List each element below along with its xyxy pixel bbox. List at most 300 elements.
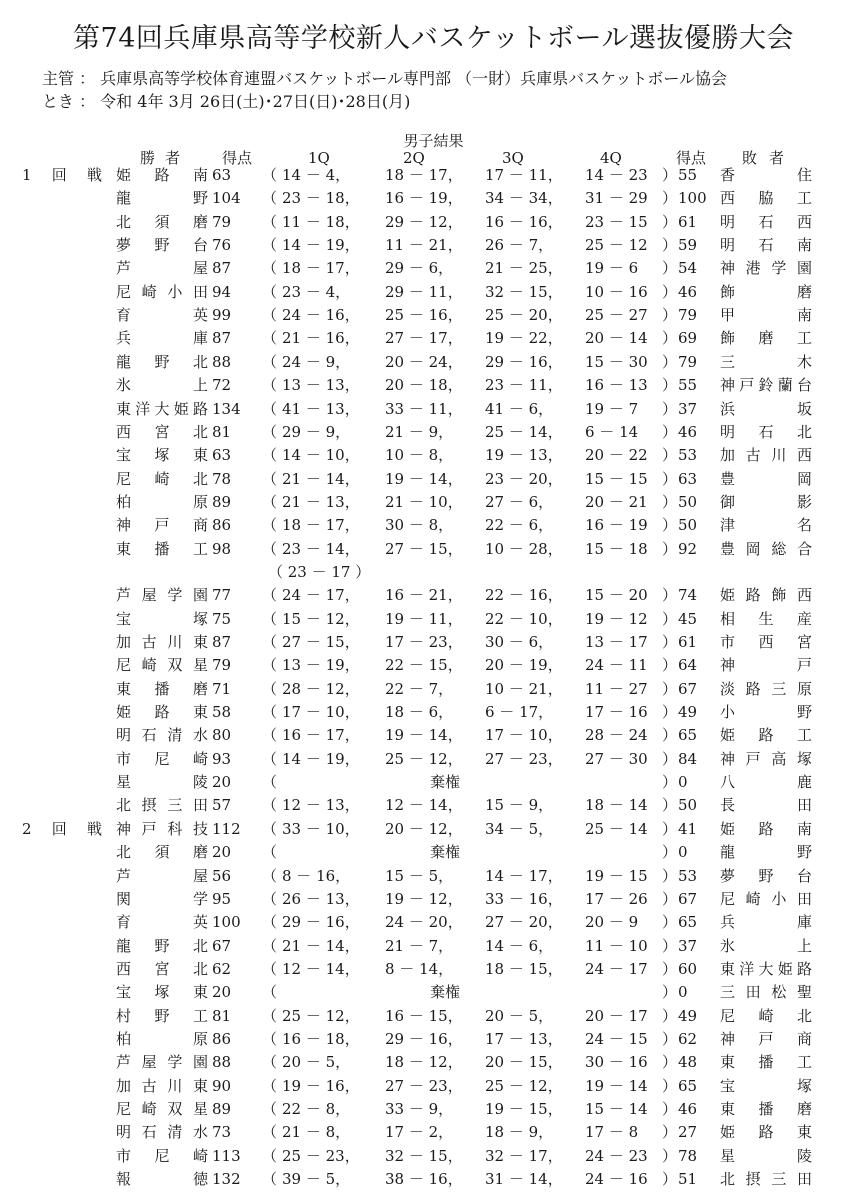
paren-close: ） [662,1146,678,1165]
q2-score: 19 － 11， [385,609,463,628]
loser-name: 夢野台 [720,866,812,885]
paren-close: ） [662,189,678,208]
winner-name: 報徳 [116,1170,208,1189]
loser-name: 東播磨 [720,1100,812,1118]
winner-score: 80 [212,726,232,745]
table-row [0,281,867,303]
winner-name: 東洋大姫路 [116,399,208,418]
winner-score: 76 [212,236,232,255]
winner-name: 姫路東 [116,703,208,722]
loser-score: 65 [678,913,698,932]
paren-open: （ [262,329,278,348]
q3-score: 27 － 6， [485,492,554,511]
loser-score: 64 [678,656,698,675]
q1-score: 19 － 16， [282,1076,360,1095]
winner-name: 西宮北 [116,959,208,978]
winner-name: 氷上 [116,376,208,395]
header-loser: 敗者 [742,149,797,167]
paren-close: ） [662,1123,678,1142]
q2-score: 33 － 11， [385,399,463,418]
q4-score: 28 － 24 [585,726,648,745]
winner-name: 柏原 [116,492,208,511]
q2-score: 27 － 17， [385,329,463,348]
loser-name: 甲南 [720,306,812,325]
winner-score: 79 [212,212,232,231]
q4-score: 20 － 14 [585,329,648,348]
paren-close: ） [662,726,678,745]
loser-score: 79 [678,352,698,371]
paren-close: ） [662,446,678,465]
winner-score: 63 [212,166,232,184]
table-row [0,561,867,583]
q4-score: 20 － 22 [585,446,648,465]
loser-score: 0 [678,843,688,862]
paren-open: （ [262,1123,278,1142]
paren-close: ） [662,539,678,558]
loser-score: 41 [678,819,698,838]
q1-score: 22 － 8， [282,1100,351,1118]
loser-name: 西脇工 [720,189,812,208]
winner-name: 加古川東 [116,1076,208,1095]
paren-close: ） [662,166,678,184]
q4-score: 11 － 10 [585,936,648,955]
loser-score: 60 [678,959,698,978]
q2-score: 11 － 21， [385,236,463,255]
winner-score: 63 [212,446,232,465]
winner-score: 79 [212,656,232,675]
q4-score: 19 － 14 [585,1076,648,1095]
q1-score: 21 － 16， [282,329,360,348]
q1-score: 24 － 16， [282,306,360,325]
winner-score: 90 [212,1076,232,1095]
q4-score: 17 － 16 [585,703,648,722]
q2-score: 22 － 7， [385,679,454,698]
paren-close: ） [662,913,678,932]
paren-close: ） [662,609,678,628]
paren-open: （ [262,796,278,815]
q3-score: 25 － 14， [485,422,563,441]
q1-score: 27 － 15， [282,633,360,651]
header-score: 得点 [222,149,253,167]
q4-score: 20 － 9 [585,913,639,932]
loser-score: 37 [678,936,698,955]
q3-score: 27 － 20， [485,913,563,932]
winner-score: 88 [212,1053,232,1072]
loser-score: 55 [678,376,698,395]
loser-name: 豊岡総合 [720,539,812,558]
header-winner: 勝者 [140,149,191,167]
q3-score: 26 － 7， [485,236,554,255]
paren-close: ） [662,1053,678,1072]
organizer-line: 主管 ： 兵庫県高等学校体育連盟バスケットボール専門部 （一財）兵庫県バスケットボール協会 [42,69,728,88]
q3-score: 20 － 15， [485,1053,563,1072]
paren-close: ） [662,773,678,792]
q3-score: 30 － 6， [485,633,554,651]
paren-close: ） [662,1170,678,1189]
q3-score: 20 － 19， [485,656,563,675]
loser-name: 相生産 [720,609,812,628]
table-row [0,327,867,349]
loser-score: 65 [678,1076,698,1095]
q4-score: 15 － 18 [585,539,648,558]
q3-score: 19 － 13， [485,446,563,465]
loser-name: 姫路東 [720,1123,812,1142]
round-label: 1回戦 [22,166,102,184]
paren-open: （ [262,1170,278,1189]
winner-name: 東播工 [116,539,208,558]
winner-name: 尼崎小田 [116,282,208,301]
q2-score: 17 － 23， [385,633,463,651]
paren-close: ） [662,819,678,838]
q1-score: 39 － 5， [282,1170,351,1189]
q3-score: 29 － 16， [485,352,563,371]
winner-score: 20 [212,983,232,1002]
paren-open: （ [262,539,278,558]
winner-name: 加古川東 [116,633,208,651]
table-row [0,1098,867,1120]
q2-score: 10 － 8， [385,446,454,465]
table-row [0,468,867,490]
table-row [0,865,867,887]
paren-close: ） [662,516,678,535]
table-row [0,351,867,373]
winner-name: 夢野台 [116,236,208,255]
q2-score: 17 － 2， [385,1123,454,1142]
q4-score: 10 － 16 [585,282,648,301]
loser-score: 46 [678,282,698,301]
winner-name: 龍野北 [116,936,208,955]
q3-score: 14 － 6， [485,936,554,955]
paren-close: ） [662,749,678,768]
winner-score: 132 [212,1170,241,1189]
q4-score: 14 － 23 [585,166,648,184]
winner-name: 龍野北 [116,352,208,371]
loser-name: 龍野 [720,843,812,862]
paren-open: （ [262,726,278,745]
q3-score: 10 － 21， [485,679,563,698]
q4-score: 16 － 13 [585,376,648,395]
q4-score: 24 － 23 [585,1146,648,1165]
q2-score: 30 － 8， [385,516,454,535]
table-row [0,841,867,863]
q1-score: 18 － 17， [282,259,360,278]
table-row [0,398,867,420]
q4-score: 6 － 14 [585,422,639,441]
q2-score: 16 － 21， [385,586,463,605]
loser-score: 92 [678,539,698,558]
q1-score: 13 － 19， [282,656,360,675]
q3-score: 6 － 17， [485,703,554,722]
paren-open: （ [262,352,278,371]
q3-score: 25 － 20， [485,306,563,325]
q3-score: 10 － 28， [485,539,563,558]
paren-open: （ [262,656,278,675]
q3-score: 27 － 23， [485,749,563,768]
table-row [0,818,867,840]
q1-score: 11 － 18， [282,212,360,231]
loser-score: 49 [678,703,698,722]
loser-score: 61 [678,633,698,651]
q4-score: 24 － 17 [585,959,648,978]
table-row [0,374,867,396]
loser-score: 84 [678,749,698,768]
paren-open: （ [262,936,278,955]
winner-score: 104 [212,189,241,208]
date-line: とき ： 令和 4年 3月 26日(土)･27日(日)･28日(月) [42,92,411,111]
q4-score: 15 － 30 [585,352,648,371]
loser-name: 兵庫 [720,913,812,932]
q2-score: 33 － 9， [385,1100,454,1118]
loser-score: 53 [678,446,698,465]
q3-score: 33 － 16， [485,889,563,908]
paren-open: （ [262,609,278,628]
q1-score: 12 － 13， [282,796,360,815]
paren-open: （ [262,843,278,862]
q1-score: 8 － 16， [282,866,351,885]
winner-name: 尼崎北 [116,469,208,488]
q3-score: 14 － 17， [485,866,563,885]
winner-score: 71 [212,679,232,698]
loser-name: 明石北 [720,422,812,441]
loser-score: 67 [678,679,698,698]
section-title: 男子結果 [403,132,464,150]
paren-close: ） [662,936,678,955]
paren-open: （ [262,189,278,208]
q2-score: 27 － 23， [385,1076,463,1095]
q1-score: 29 － 9， [282,422,351,441]
q3-score: 25 － 12， [485,1076,563,1095]
q2-score: 20 － 12， [385,819,463,838]
paren-open: （ [262,376,278,395]
q3-score: 34 － 5， [485,819,554,838]
loser-score: 0 [678,983,688,1002]
q1-score: 26 － 13， [282,889,360,908]
loser-name: 星陵 [720,1146,812,1165]
q4-score: 16 － 19 [585,516,648,535]
paren-open: （ [262,306,278,325]
winner-score: 75 [212,609,232,628]
q2-score: 20 － 24， [385,352,463,371]
paren-close: ） [662,236,678,255]
q1-score: 41 － 13， [282,399,360,418]
q2-score: 32 － 15， [385,1146,463,1165]
winner-score: 56 [212,866,232,885]
q4-score: 23 － 15 [585,212,648,231]
q4-score: 20 － 21 [585,492,648,511]
q4-score: 30 － 16 [585,1053,648,1072]
paren-close: ） [662,282,678,301]
q3-score: 15 － 9， [485,796,554,815]
loser-score: 0 [678,773,688,792]
winner-name: 芦屋 [116,866,208,885]
table-row [0,211,867,233]
loser-name: 豊岡 [720,469,812,488]
forfeit-label: 棄権 [430,983,461,1002]
winner-name: 育英 [116,306,208,325]
paren-open: （ [262,422,278,441]
winner-name: 芦屋学園 [116,586,208,605]
q2-score: 19 － 14， [385,469,463,488]
table-row [0,1121,867,1143]
q2-score: 25 － 12， [385,749,463,768]
loser-name: 市西宮 [720,633,812,651]
header-score-loser: 得点 [676,149,707,167]
round-label: 2回戦 [22,819,102,838]
paren-open: （ [262,212,278,231]
winner-name: 宝塚 [116,609,208,628]
loser-score: 50 [678,492,698,511]
winner-score: 62 [212,959,232,978]
header-q1: 1Q [308,149,330,167]
q2-score: 21 － 9， [385,422,454,441]
q1-score: 14 － 19， [282,236,360,255]
winner-name: 兵庫 [116,329,208,348]
loser-name: 東播工 [720,1053,812,1072]
loser-score: 27 [678,1123,698,1142]
winner-score: 99 [212,306,232,325]
table-row [0,748,867,770]
loser-name: 三木 [720,352,812,371]
q3-score: 18 － 15， [485,959,563,978]
q1-score: 33 － 10， [282,819,360,838]
paren-close: ） [662,703,678,722]
table-row [0,935,867,957]
q3-score: 32 － 15， [485,282,563,301]
winner-score: 100 [212,913,241,932]
q1-score: 25 － 12， [282,1006,360,1025]
loser-name: 氷上 [720,936,812,955]
table-row [0,491,867,513]
loser-name: 宝塚 [720,1076,812,1095]
table-row [0,538,867,560]
forfeit-label: 棄権 [430,773,461,792]
winner-score: 134 [212,399,241,418]
paren-open: （ [262,399,278,418]
table-row [0,608,867,630]
paren-close: ） [662,352,678,371]
q3-score: 17 － 11， [485,166,563,184]
q4-score: 20 － 17 [585,1006,648,1025]
loser-name: 東洋大姫路 [720,959,812,978]
loser-score: 49 [678,1006,698,1025]
paren-open: （ [262,679,278,698]
q2-score: 29 － 6， [385,259,454,278]
table-row [0,421,867,443]
table-row [0,771,867,793]
q1-score: 29 － 16， [282,913,360,932]
winner-score: 73 [212,1123,232,1142]
q2-score: 29 － 11， [385,282,463,301]
paren-close: ） [662,796,678,815]
winner-name: 関学 [116,889,208,908]
winner-name: 明石清水 [116,726,208,745]
q2-score: 19 － 12， [385,889,463,908]
paren-open: （ [262,633,278,651]
q2-score: 15 － 5， [385,866,454,885]
winner-score: 77 [212,586,232,605]
table-row [0,654,867,676]
winner-score: 78 [212,469,232,488]
paren-open: （ [262,259,278,278]
q1-score: 14 － 4， [282,166,351,184]
q2-score: 27 － 15， [385,539,463,558]
table-row [0,444,867,466]
paren-open: （ [262,1100,278,1118]
loser-name: 飾磨 [720,282,812,301]
loser-score: 74 [678,586,698,605]
paren-open: （ [262,773,278,792]
paren-close: ） [662,843,678,862]
q2-score: 8 － 14， [385,959,454,978]
q4-score: 24 － 16 [585,1170,648,1189]
table-row [0,584,867,606]
loser-name: 姫路南 [720,819,812,838]
paren-open: （ [262,586,278,605]
table-row [0,1028,867,1050]
winner-score: 86 [212,1029,232,1048]
winner-name: 北摂三田 [116,796,208,815]
q3-score: 22 － 6， [485,516,554,535]
q4-score: 19 － 6 [585,259,639,278]
loser-name: 姫路工 [720,726,812,745]
paren-close: ） [662,422,678,441]
loser-name: 津名 [720,516,812,535]
loser-name: 御影 [720,492,812,511]
paren-open: （ [262,469,278,488]
paren-close: ） [662,866,678,885]
paren-close: ） [662,889,678,908]
paren-open: （ [262,819,278,838]
winner-score: 87 [212,633,232,651]
paren-close: ） [662,329,678,348]
table-row [0,1145,867,1167]
loser-name: 神戸商 [720,1029,812,1048]
paren-open: （ [262,889,278,908]
winner-name: 市尼崎 [116,749,208,768]
q3-score: 41 － 6， [485,399,554,418]
winner-score: 94 [212,282,232,301]
q2-score: 18 － 12， [385,1053,463,1072]
loser-name: 神戸 [720,656,812,675]
winner-name: 尼崎双星 [116,1100,208,1118]
paren-open: （ [262,492,278,511]
winner-name: 龍野 [116,189,208,208]
loser-name: 尼崎小田 [720,889,812,908]
paren-close: ） [662,469,678,488]
loser-name: 飾磨工 [720,329,812,348]
winner-name: 芦屋学園 [116,1053,208,1072]
q3-score: 17 － 13， [485,1029,563,1048]
overtime-score: （ 23 － 17 ） [268,562,371,581]
paren-open: （ [262,983,278,1002]
q2-score: 19 － 14， [385,726,463,745]
winner-name: 芦屋 [116,259,208,278]
loser-score: 69 [678,329,698,348]
paren-open: （ [262,866,278,885]
winner-score: 93 [212,749,232,768]
q1-score: 16 － 18， [282,1029,360,1048]
paren-open: （ [262,1146,278,1165]
table-row [0,1075,867,1097]
winner-score: 98 [212,539,232,558]
q2-score: 21 － 7， [385,936,454,955]
q4-score: 13 － 17 [585,633,648,651]
loser-score: 100 [678,189,707,208]
q2-score: 25 － 16， [385,306,463,325]
paren-open: （ [262,166,278,184]
loser-score: 61 [678,212,698,231]
q4-score: 25 － 27 [585,306,648,325]
